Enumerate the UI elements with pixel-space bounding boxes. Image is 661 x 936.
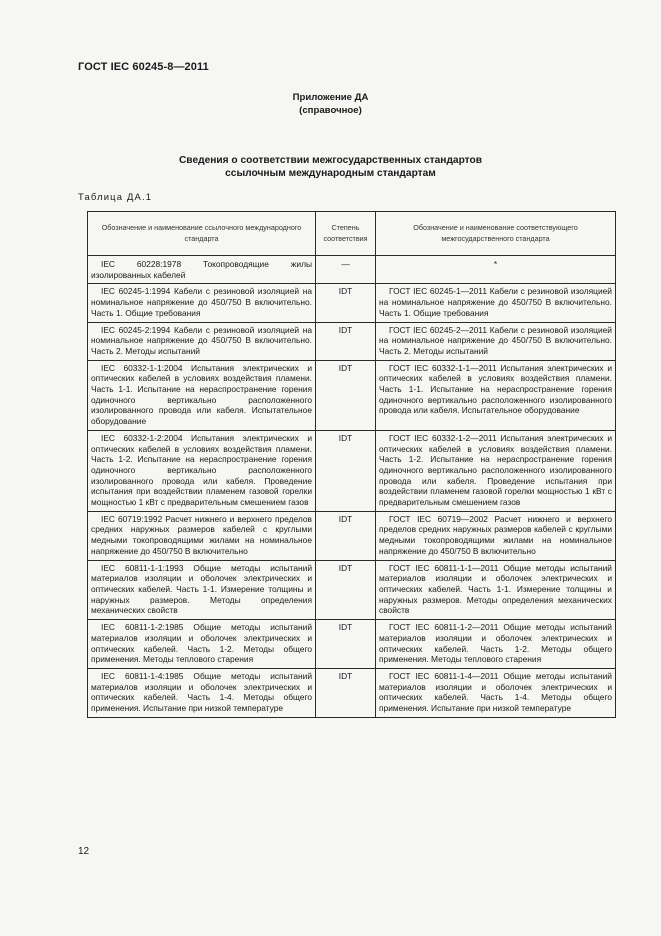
international-standard-cell: IEC 60245-2:1994 Кабели с резиновой изоляцией на номинальное напряжение до 450/750 В включительно. Часть 2. Методы испытаний: [88, 322, 316, 360]
degree-cell: IDT: [316, 620, 376, 669]
table-row: [88, 620, 616, 669]
interstate-standard-cell: ГОСТ IEC 60245-2—2011 Кабели с резиновой изоляцией на номинальное напряжение до 450/750 В включительно. Часть 2. Методы испытаний: [376, 322, 616, 360]
interstate-standard-cell: ГОСТ IEC 60245-1—2011 Кабели с резиновой изоляцией на номинальное напряжение до 450/750 В включительно. Часть 1. Общие требования: [376, 284, 616, 322]
table-row: [88, 256, 616, 284]
interstate-standard-cell: ГОСТ IEC 60332-1-1—2011 Испытания электрических и оптических кабелей в условиях воздействия пламени. Часть 1-1. Испытание на нераспространение горения одиночного вертикально расположенного изолированного провода или кабеля. Испытательное оборудование: [376, 360, 616, 430]
section-heading-line2: ссылочным международным стандартам: [225, 168, 436, 179]
degree-cell: IDT: [316, 360, 376, 430]
annex-title-block: [0, 92, 661, 117]
page-number: 12: [78, 846, 90, 857]
interstate-standard-cell: ГОСТ IEC 60811-1-4—2011 Общие методы испытаний материалов изоляции и оболочек электрических и оптических кабелей. Часть 1-4. Методы общего применения. Испытание при низкой температуре: [376, 668, 616, 717]
degree-cell: IDT: [316, 511, 376, 560]
international-standard-cell: IEC 60811-1-4:1985 Общие методы испытаний материалов изоляции и оболочек электрических и оптических кабелей. Часть 1-4. Методы общего применения. Испытание при низкой температуре: [88, 668, 316, 717]
international-standard-cell: IEC 60245-1:1994 Кабели с резиновой изоляцией на номинальное напряжение до 450/750 В включительно. Часть 1. Общие требования: [88, 284, 316, 322]
interstate-standard-cell: ГОСТ IEC 60811-1-2—2011 Общие методы испытаний материалов изоляции и оболочек электрических и оптических кабелей. Часть 1-2. Методы общего применения. Методы теплового старения: [376, 620, 616, 669]
document-code: ГОСТ IEC 60245-8—2011: [78, 61, 209, 73]
international-standard-cell: IEC 60811-1-2:1985 Общие методы испытаний материалов изоляции и оболочек электрических и оптических кабелей. Часть 1-2. Методы общего применения. Методы теплового старения: [88, 620, 316, 669]
interstate-standard-cell: ГОСТ IEC 60719—2002 Расчет нижнего и верхнего пределов средних наружных размеров кабелей с круглыми медными токопроводящими жилами на номинальное напряжение до 450/750 В включительно: [376, 511, 616, 560]
interstate-standard-cell: ГОСТ IEC 60332-1-2—2011 Испытания электрических и оптических кабелей в условиях воздействия пламени. Часть 1-2. Испытание на нераспространение горения одиночного вертикально расположенного изолированного провода или кабеля. Проведение испытания при воздействии пламенем газовой горелки мощностью 1 кВт с предварительным смешением газов: [376, 430, 616, 511]
column-header-international: Обозначение и наименование ссылочного международного стандарта: [88, 212, 316, 256]
degree-cell: IDT: [316, 668, 376, 717]
table-row: [88, 511, 616, 560]
table-label: Таблица ДА.1: [78, 191, 153, 202]
international-standard-cell: IEC 60811-1-1:1993 Общие методы испытаний материалов изоляции и оболочек электрических и оптических кабелей. Часть 1-1. Измерение толщины и наружных размеров. Методы определения механических свойств: [88, 560, 316, 620]
table-header-row: [88, 212, 616, 256]
degree-cell: IDT: [316, 284, 376, 322]
degree-cell: IDT: [316, 560, 376, 620]
column-header-interstate: Обозначение и наименование соответствующего межгосударственного стандарта: [376, 212, 616, 256]
section-heading-line1: Сведения о соответствии межгосударственных стандартов: [178, 155, 483, 166]
international-standard-cell: IEC 60719:1992 Расчет нижнего и верхнего пределов средних наружных размеров кабелей с круглыми медными токопроводящими жилами на номинальное напряжение до 450/750 В включительно: [88, 511, 316, 560]
international-standard-cell: IEC 60332-1-1:2004 Испытания электрических и оптических кабелей в условиях воздействия пламени. Часть 1-1. Испытание на нераспространение горения одиночного вертикально расположенного изолированного провода или кабеля. Испытательное оборудование: [88, 360, 316, 430]
correspondence-table: [87, 211, 616, 718]
degree-cell: IDT: [316, 322, 376, 360]
international-standard-cell: IEC 60228:1978 Токопроводящие жилы изолированных кабелей: [88, 256, 316, 284]
table-row: [88, 284, 616, 322]
table-row: [88, 360, 616, 430]
interstate-standard-cell: ГОСТ IEC 60811-1-1—2011 Общие методы испытаний материалов изоляции и оболочек электрических и оптических кабелей. Часть 1-1. Измерение толщины и наружных размеров. Методы определения механических свойств: [376, 560, 616, 620]
table-row: [88, 322, 616, 360]
interstate-standard-cell: *: [376, 256, 616, 284]
table-row: [88, 430, 616, 511]
table-row: [88, 560, 616, 620]
degree-cell: —: [316, 256, 376, 284]
table-row: [88, 668, 616, 717]
international-standard-cell: IEC 60332-1-2:2004 Испытания электрических и оптических кабелей в условиях воздействия пламени. Часть 1-2. Испытание на нераспространение горения одиночного вертикально расположенного изолированного провода или кабеля. Проведение испытания при воздействии пламенем газовой горелки мощностью 1 кВт с предварительным смешением газов: [88, 430, 316, 511]
section-heading: [0, 154, 661, 180]
column-header-degree: Степень соответствия: [316, 212, 376, 256]
degree-cell: IDT: [316, 430, 376, 511]
annex-title: Приложение ДА: [292, 92, 369, 103]
annex-note: (справочное): [299, 104, 362, 116]
